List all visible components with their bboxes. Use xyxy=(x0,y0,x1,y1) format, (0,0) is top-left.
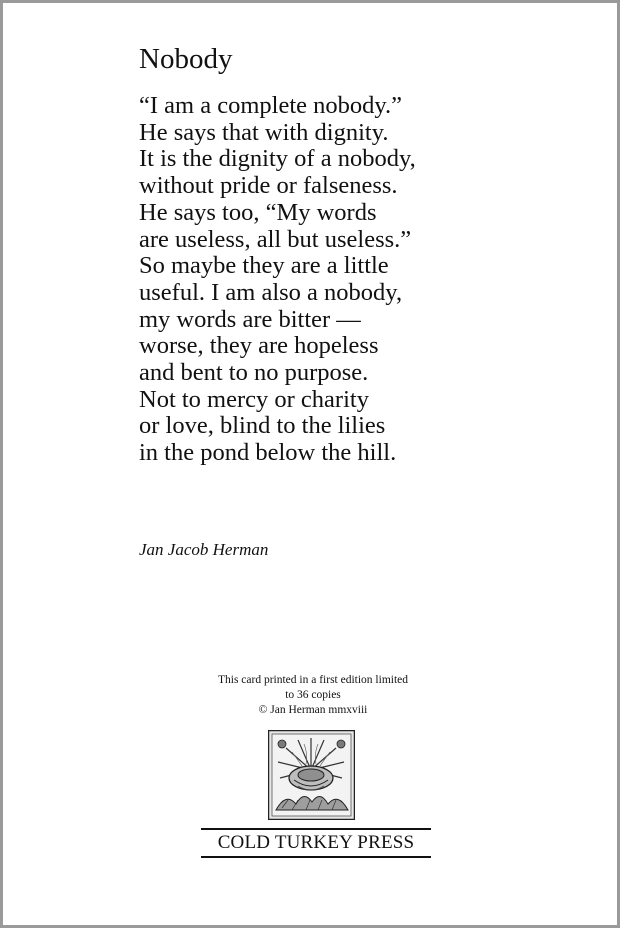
colophon xyxy=(163,673,463,718)
author-name: Jan Jacob Herman xyxy=(139,540,269,559)
poem-line: my words are bitter — xyxy=(139,305,361,333)
poem-line: Not to mercy or charity xyxy=(139,385,369,413)
poem-title: Nobody xyxy=(139,43,233,75)
copy-count: to 36 copies xyxy=(285,689,341,701)
poem-line: without pride or falseness. xyxy=(139,172,398,200)
edition-note: This card printed in a first edition limited xyxy=(217,674,409,686)
poem-line: or love, blind to the lilies xyxy=(139,412,386,440)
poem-body xyxy=(139,93,416,467)
poem-line: useful. I am also a nobody, xyxy=(139,278,403,306)
poem-line: in the pond below the hill. xyxy=(139,439,397,467)
engraved-emblem-icon xyxy=(268,730,355,820)
poem-line: and bent to no purpose. xyxy=(139,359,369,387)
poem-line: are useless, all but useless.” xyxy=(139,225,412,253)
emblem-graphic xyxy=(268,730,355,820)
poem-line: worse, they are hopeless xyxy=(139,332,379,360)
copyright-line: © Jan Herman mmxviii xyxy=(258,704,368,716)
poem-line: So maybe they are a little xyxy=(139,252,389,280)
press-name: COLD TURKEY PRESS xyxy=(201,828,431,858)
poem-line: He says that with dignity. xyxy=(139,118,389,146)
poem-line: “I am a complete nobody.” xyxy=(139,92,403,119)
poem-line: It is the dignity of a nobody, xyxy=(139,145,416,173)
poem-line: He says too, “My words xyxy=(139,198,377,226)
